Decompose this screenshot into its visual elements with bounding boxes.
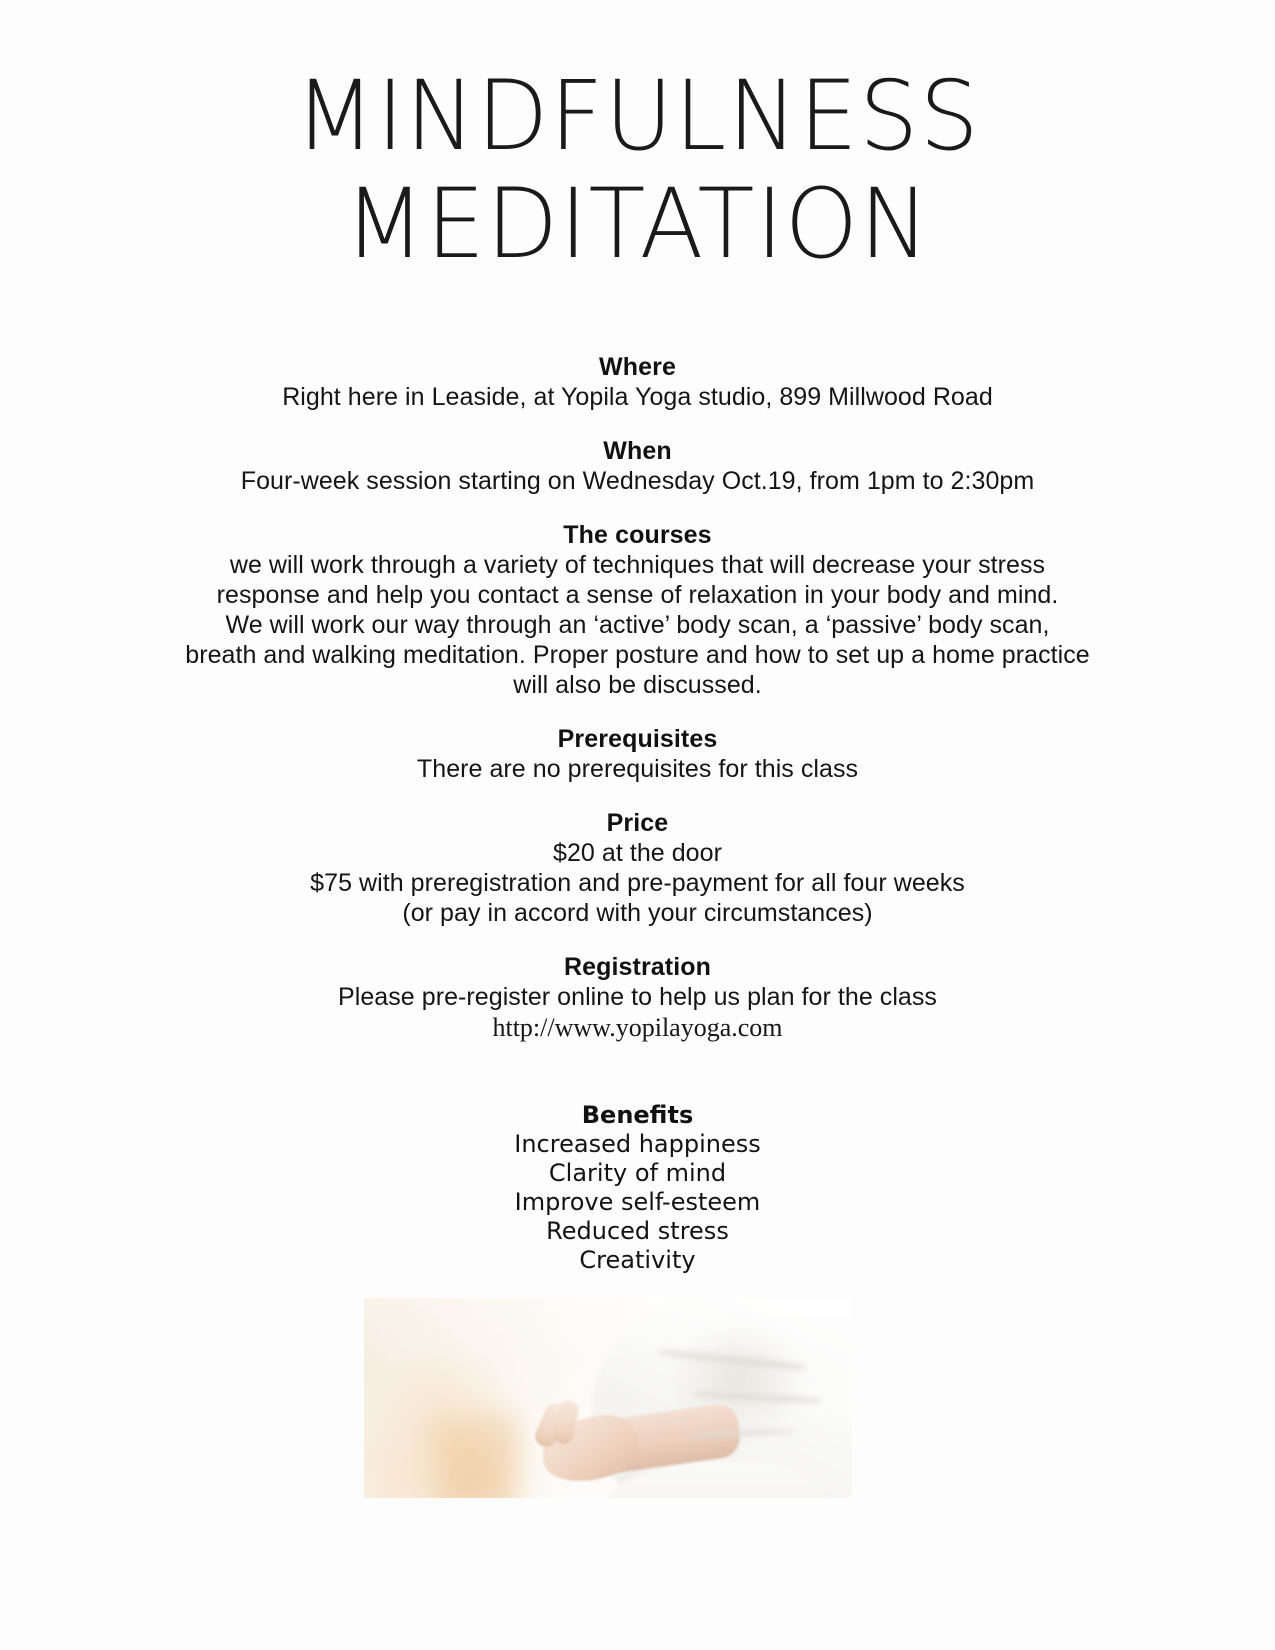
section-benefits	[0, 1100, 1275, 1275]
spacer	[0, 700, 1275, 724]
section-courses	[0, 520, 1275, 700]
section-where-line-1: Right here in Leaside, at Yopila Yoga studio, 899 Millwood Road	[282, 383, 993, 411]
section-prerequisites	[0, 724, 1275, 784]
spacer	[0, 496, 1275, 520]
section-where	[0, 352, 1275, 412]
spacer	[0, 784, 1275, 808]
section-prerequisites-heading: Prerequisites	[557, 725, 718, 753]
title-line-2: MEDITATION	[344, 168, 931, 281]
benefit-item-5: Creativity	[579, 1246, 696, 1274]
section-when-heading: When	[603, 437, 672, 465]
registration-url[interactable]: http://www.yopilayoga.com	[492, 1013, 783, 1042]
section-prerequisites-line-1: There are no prerequisites for this class	[416, 755, 859, 783]
spacer	[0, 928, 1275, 952]
section-courses-line-4: breath and walking meditation. Proper posture and how to set up a home practice	[185, 641, 1090, 669]
title-line-1: MINDFULNESS	[294, 60, 981, 172]
section-price-line-1: $20 at the door	[553, 839, 722, 867]
section-price-line-3: (or pay in accord with your circumstances)	[402, 899, 873, 927]
photo-background	[364, 1298, 852, 1498]
meditation-photo	[364, 1298, 852, 1498]
benefit-item-1: Increased happiness	[514, 1130, 761, 1158]
page-title	[0, 62, 1275, 279]
benefit-item-3: Improve self-esteem	[514, 1188, 761, 1216]
section-price	[0, 808, 1275, 928]
section-when	[0, 436, 1275, 496]
section-price-line-2: $75 with preregistration and pre-payment for all four weeks	[310, 869, 965, 897]
section-courses-line-3: We will work our way through an ‘active’ body scan, a ‘passive’ body scan,	[225, 611, 1050, 639]
section-courses-line-5: will also be discussed.	[513, 671, 762, 699]
section-courses-heading: The courses	[563, 521, 712, 549]
benefit-item-2: Clarity of mind	[548, 1159, 727, 1187]
section-where-heading: Where	[599, 353, 676, 381]
section-registration-heading: Registration	[563, 953, 712, 981]
section-when-line-1: Four-week session starting on Wednesday Oct.19, from 1pm to 2:30pm	[240, 467, 1035, 495]
section-price-heading: Price	[606, 809, 669, 837]
section-registration-line-1: Please pre-register online to help us plan for the class	[338, 983, 937, 1011]
spacer	[0, 412, 1275, 436]
photo-haze	[364, 1298, 852, 1498]
section-courses-line-2: response and help you contact a sense of relaxation in your body and mind.	[216, 581, 1059, 609]
flyer-content	[0, 352, 1275, 1275]
benefit-item-4: Reduced stress	[546, 1217, 729, 1245]
section-courses-line-1: we will work through a variety of techniques that will decrease your stress	[229, 551, 1046, 579]
spacer	[0, 1044, 1275, 1072]
section-registration	[0, 952, 1275, 1044]
spacer	[0, 1072, 1275, 1100]
section-benefits-heading: Benefits	[581, 1101, 694, 1129]
